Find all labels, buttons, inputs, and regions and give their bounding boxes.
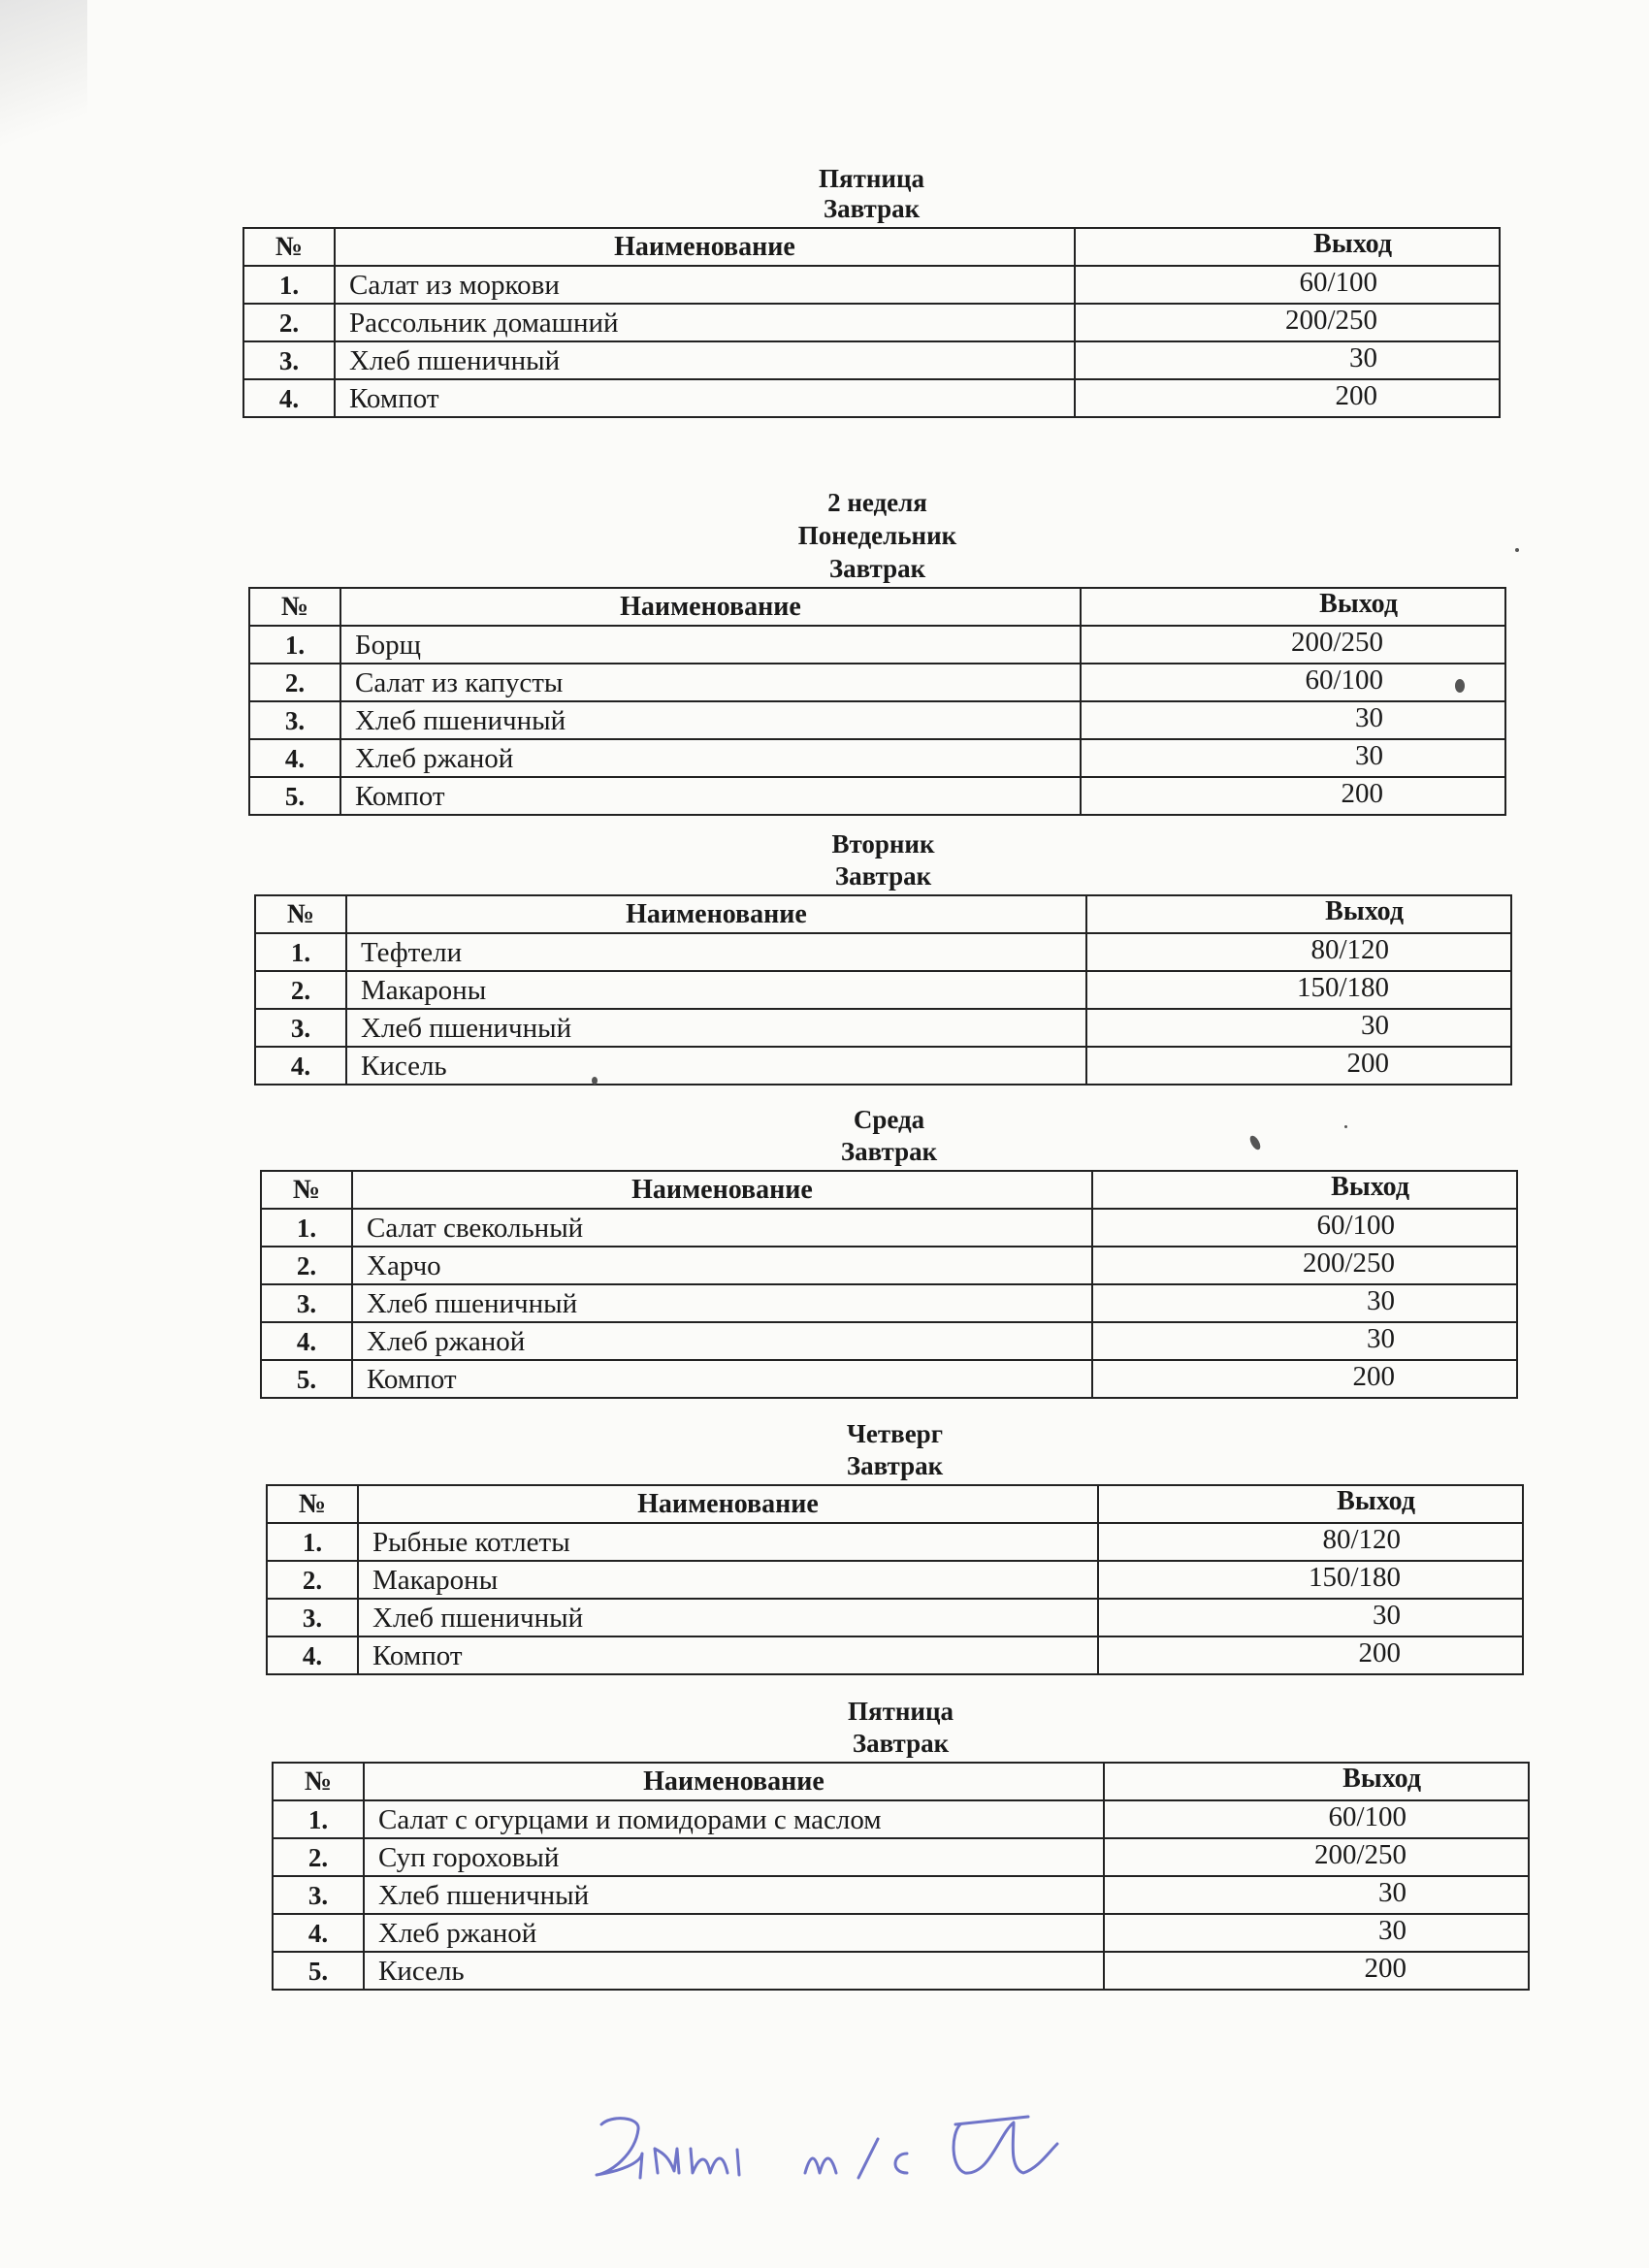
row-num: 5. (261, 1360, 352, 1398)
row-num: 1. (261, 1209, 352, 1247)
row-num: 3. (243, 341, 335, 379)
row-name: Хлеб ржаной (340, 739, 1081, 777)
handwritten-signature (582, 2095, 1086, 2202)
scan-speck (1344, 1125, 1347, 1128)
col-header-out: Выход (1081, 588, 1505, 626)
menu-table (248, 587, 1506, 816)
col-header-out: Выход (1075, 228, 1500, 266)
col-header-name: Наименование (358, 1485, 1098, 1523)
table-row (243, 304, 1500, 341)
row-name: Хлеб ржаной (364, 1914, 1104, 1952)
row-num: 4. (261, 1322, 352, 1360)
row-name: Салат из моркови (335, 266, 1075, 304)
table-row (261, 1284, 1517, 1322)
row-num: 2. (261, 1247, 352, 1284)
row-num: 4. (267, 1636, 358, 1674)
table-row (267, 1599, 1523, 1636)
row-out: 30 (1104, 1876, 1529, 1914)
scan-speck (1515, 548, 1519, 552)
table-row (273, 1838, 1529, 1876)
row-out: 150/180 (1086, 971, 1511, 1009)
menu-table (242, 227, 1501, 418)
row-name: Тефтели (346, 933, 1086, 971)
section-wednesday (260, 1102, 1518, 1399)
section-friday-week2 (272, 1694, 1530, 1991)
row-out: 60/100 (1104, 1800, 1529, 1838)
table-row (273, 1876, 1529, 1914)
row-out: 30 (1092, 1322, 1517, 1360)
section-thursday (266, 1416, 1524, 1675)
row-name: Компот (340, 777, 1081, 815)
table-header-row (267, 1485, 1523, 1523)
row-out: 60/100 (1075, 266, 1500, 304)
row-name: Кисель (364, 1952, 1104, 1990)
col-header-out: Выход (1086, 895, 1511, 933)
row-out: 30 (1104, 1914, 1529, 1952)
table-row (249, 739, 1505, 777)
col-header-name: Наименование (335, 228, 1075, 266)
table-row (261, 1360, 1517, 1398)
row-out: 30 (1075, 341, 1500, 379)
row-num: 1. (273, 1800, 364, 1838)
row-name: Рыбные котлеты (358, 1523, 1098, 1561)
row-out: 200/250 (1081, 626, 1505, 664)
col-header-num: № (243, 228, 335, 266)
meal-heading: Завтрак (840, 1137, 938, 1166)
table-header-row (273, 1763, 1529, 1800)
row-out: 80/120 (1086, 933, 1511, 971)
table-row (249, 777, 1505, 815)
meal-heading: Завтрак (828, 554, 926, 583)
scan-speck (592, 1077, 598, 1085)
row-out: 30 (1081, 701, 1505, 739)
row-out: 200 (1092, 1360, 1517, 1398)
day-heading: Среда (853, 1105, 925, 1134)
day-heading: Вторник (831, 829, 935, 859)
day-heading: Пятница (818, 164, 925, 193)
table-row (267, 1561, 1523, 1599)
row-out: 80/120 (1098, 1523, 1523, 1561)
col-header-name: Наименование (340, 588, 1081, 626)
row-out: 150/180 (1098, 1561, 1523, 1599)
row-out: 30 (1098, 1599, 1523, 1636)
day-heading: Понедельник (797, 521, 957, 550)
table-header-row (261, 1171, 1517, 1209)
meal-heading: Завтрак (846, 1451, 944, 1480)
row-num: 2. (273, 1838, 364, 1876)
col-header-name: Наименование (364, 1763, 1104, 1800)
table-row (261, 1209, 1517, 1247)
table-row (243, 379, 1500, 417)
col-header-out: Выход (1104, 1763, 1529, 1800)
table-row (255, 1009, 1511, 1047)
table-row (273, 1800, 1529, 1838)
row-name: Макароны (346, 971, 1086, 1009)
table-row (255, 971, 1511, 1009)
menu-table (254, 894, 1512, 1085)
row-name: Макароны (358, 1561, 1098, 1599)
row-name: Компот (358, 1636, 1098, 1674)
col-header-name: Наименование (352, 1171, 1092, 1209)
col-header-out: Выход (1098, 1485, 1523, 1523)
menu-table (260, 1170, 1518, 1399)
row-out: 30 (1086, 1009, 1511, 1047)
row-num: 1. (243, 266, 335, 304)
row-name: Салат свекольный (352, 1209, 1092, 1247)
row-num: 4. (243, 379, 335, 417)
week-heading: 2 неделя (827, 488, 927, 517)
section-friday-week1 (242, 161, 1501, 418)
menu-table (266, 1484, 1524, 1675)
folded-corner-shadow (0, 0, 87, 165)
row-out: 200 (1075, 379, 1500, 417)
table-row (267, 1636, 1523, 1674)
row-name: Борщ (340, 626, 1081, 664)
row-out: 200/250 (1075, 304, 1500, 341)
row-out: 200/250 (1092, 1247, 1517, 1284)
row-out: 60/100 (1092, 1209, 1517, 1247)
col-header-num: № (261, 1171, 352, 1209)
row-name: Компот (352, 1360, 1092, 1398)
col-header-num: № (267, 1485, 358, 1523)
table-row (249, 701, 1505, 739)
section-monday-week2 (248, 485, 1506, 816)
row-name: Суп гороховый (364, 1838, 1104, 1876)
row-name: Кисель (346, 1047, 1086, 1085)
table-row (249, 626, 1505, 664)
meal-heading: Завтрак (834, 861, 932, 891)
row-out: 30 (1081, 739, 1505, 777)
row-out: 200 (1086, 1047, 1511, 1085)
row-name: Хлеб пшеничный (364, 1876, 1104, 1914)
row-num: 4. (273, 1914, 364, 1952)
row-num: 1. (267, 1523, 358, 1561)
table-row (249, 664, 1505, 701)
row-name: Хлеб пшеничный (352, 1284, 1092, 1322)
row-num: 4. (255, 1047, 346, 1085)
row-name: Харчо (352, 1247, 1092, 1284)
col-header-num: № (273, 1763, 364, 1800)
row-name: Салат с огурцами и помидорами с маслом (364, 1800, 1104, 1838)
table-header-row (243, 228, 1500, 266)
row-out: 200 (1104, 1952, 1529, 1990)
table-row (243, 266, 1500, 304)
row-out: 200 (1098, 1636, 1523, 1674)
row-num: 5. (273, 1952, 364, 1990)
row-name: Салат из капусты (340, 664, 1081, 701)
day-heading: Пятница (847, 1697, 954, 1726)
table-row (261, 1322, 1517, 1360)
meal-heading: Завтрак (823, 194, 921, 223)
table-row (261, 1247, 1517, 1284)
row-name: Хлеб пшеничный (346, 1009, 1086, 1047)
row-out: 60/100 (1081, 664, 1505, 701)
row-name: Компот (335, 379, 1075, 417)
table-row (243, 341, 1500, 379)
row-num: 3. (267, 1599, 358, 1636)
meal-heading: Завтрак (852, 1729, 950, 1758)
row-out: 200/250 (1104, 1838, 1529, 1876)
row-out: 200 (1081, 777, 1505, 815)
row-name: Рассольник домашний (335, 304, 1075, 341)
row-num: 1. (249, 626, 340, 664)
section-tuesday (254, 826, 1512, 1085)
table-header-row (249, 588, 1505, 626)
row-name: Хлеб ржаной (352, 1322, 1092, 1360)
table-row (273, 1914, 1529, 1952)
day-heading: Четверг (847, 1419, 943, 1448)
table-row (267, 1523, 1523, 1561)
row-num: 2. (249, 664, 340, 701)
row-num: 2. (243, 304, 335, 341)
menu-table (272, 1762, 1530, 1991)
row-num: 2. (267, 1561, 358, 1599)
row-num: 5. (249, 777, 340, 815)
row-name: Хлеб пшеничный (340, 701, 1081, 739)
row-num: 3. (255, 1009, 346, 1047)
scan-speck (1455, 679, 1465, 693)
table-row (255, 1047, 1511, 1085)
col-header-name: Наименование (346, 895, 1086, 933)
col-header-out: Выход (1092, 1171, 1517, 1209)
row-num: 4. (249, 739, 340, 777)
col-header-num: № (255, 895, 346, 933)
row-num: 2. (255, 971, 346, 1009)
row-num: 3. (273, 1876, 364, 1914)
row-name: Хлеб пшеничный (335, 341, 1075, 379)
row-name: Хлеб пшеничный (358, 1599, 1098, 1636)
col-header-num: № (249, 588, 340, 626)
row-num: 3. (261, 1284, 352, 1322)
table-header-row (255, 895, 1511, 933)
table-row (255, 933, 1511, 971)
table-row (273, 1952, 1529, 1990)
row-num: 3. (249, 701, 340, 739)
row-out: 30 (1092, 1284, 1517, 1322)
row-num: 1. (255, 933, 346, 971)
